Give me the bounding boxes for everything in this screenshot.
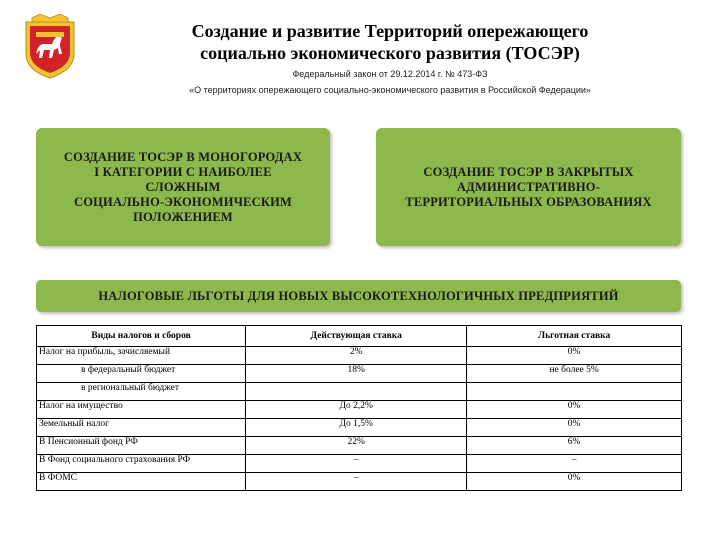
table-header-row bbox=[37, 326, 682, 347]
tax-name-cell: Налог на имущество bbox=[37, 401, 246, 419]
page-title-line1: Создание и развитие Территорий опережающего bbox=[191, 21, 589, 41]
law-reference-line2: «О территориях опережающего социально-экономического развития в Российской Федерации» bbox=[189, 85, 591, 95]
current-rate-cell: – bbox=[246, 455, 467, 473]
current-rate-cell: До 1,5% bbox=[246, 419, 467, 437]
tax-rates-table bbox=[36, 325, 682, 491]
current-rate-cell: 2% bbox=[246, 347, 467, 365]
current-rate-cell: 22% bbox=[246, 437, 467, 455]
tax-name-cell: в региональный бюджет bbox=[37, 383, 246, 401]
preferential-rate-cell bbox=[467, 383, 682, 401]
preferential-rate-cell: 0% bbox=[467, 473, 682, 491]
table-row bbox=[37, 383, 682, 401]
monotowns-box-line: ПОЛОЖЕНИЕМ bbox=[133, 209, 233, 224]
table-row bbox=[37, 437, 682, 455]
table-row bbox=[37, 365, 682, 383]
preferential-rate-cell: 6% bbox=[467, 437, 682, 455]
monotowns-box-line: СЛОЖНЫМ bbox=[145, 179, 221, 194]
tax-benefits-banner: НАЛОГОВЫЕ ЛЬГОТЫ ДЛЯ НОВЫХ ВЫСОКОТЕХНОЛОГИЧНЫХ ПРЕДПРИЯТИЙ bbox=[36, 280, 681, 312]
closed-territories-box-line: СОЗДАНИЕ ТОСЭР В ЗАКРЫТЫХ bbox=[423, 164, 634, 179]
tax-name-cell: Налог на прибыль, зачисляемый bbox=[37, 347, 246, 365]
monotowns-box-line: СОЗДАНИЕ ТОСЭР В МОНОГОРОДАХ bbox=[63, 149, 303, 164]
preferential-rate-cell: не более 5% bbox=[467, 365, 682, 383]
table-row bbox=[37, 419, 682, 437]
closed-territories-box bbox=[376, 128, 681, 246]
column-header-preferential-rate: Льготная ставка bbox=[467, 326, 682, 347]
current-rate-cell: – bbox=[246, 473, 467, 491]
monotowns-box-line: СОЦИАЛЬНО-ЭКОНОМИЧЕСКИМ bbox=[73, 194, 293, 209]
table-row bbox=[37, 401, 682, 419]
preferential-rate-cell: 0% bbox=[467, 419, 682, 437]
monotowns-box-line: I КАТЕГОРИИ С НАИБОЛЕЕ bbox=[94, 164, 272, 179]
chelyabinsk-emblem-icon bbox=[22, 14, 78, 80]
tax-name-cell: В ФОМС bbox=[37, 473, 246, 491]
tax-name-cell: Земельный налог bbox=[37, 419, 246, 437]
current-rate-cell: До 2,2% bbox=[246, 401, 467, 419]
column-header-tax-type: Виды налогов и сборов bbox=[37, 326, 246, 347]
current-rate-cell: 18% bbox=[246, 365, 467, 383]
column-header-current-rate: Действующая ставка bbox=[246, 326, 467, 347]
closed-territories-box-line: ТЕРРИТОРИАЛЬНЫХ ОБРАЗОВАНИЯХ bbox=[405, 194, 652, 209]
preferential-rate-cell: – bbox=[467, 455, 682, 473]
tax-name-cell: в федеральный бюджет bbox=[37, 365, 246, 383]
preferential-rate-cell: 0% bbox=[467, 401, 682, 419]
table-row bbox=[37, 473, 682, 491]
monotowns-box bbox=[36, 128, 330, 246]
tax-name-cell: В Фонд социального страхования РФ bbox=[37, 455, 246, 473]
preferential-rate-cell: 0% bbox=[467, 347, 682, 365]
table-row bbox=[37, 347, 682, 365]
table-row bbox=[37, 455, 682, 473]
tax-name-cell: В Пенсионный фонд РФ bbox=[37, 437, 246, 455]
current-rate-cell bbox=[246, 383, 467, 401]
closed-territories-box-line: АДМИНИСТРАТИВНО- bbox=[456, 179, 601, 194]
title-block bbox=[100, 20, 680, 96]
page-title-line2: социально экономического развития (ТОСЭР) bbox=[200, 43, 580, 63]
law-reference-line1: Федеральный закон от 29.12.2014 г. № 473-ФЗ bbox=[292, 69, 488, 79]
